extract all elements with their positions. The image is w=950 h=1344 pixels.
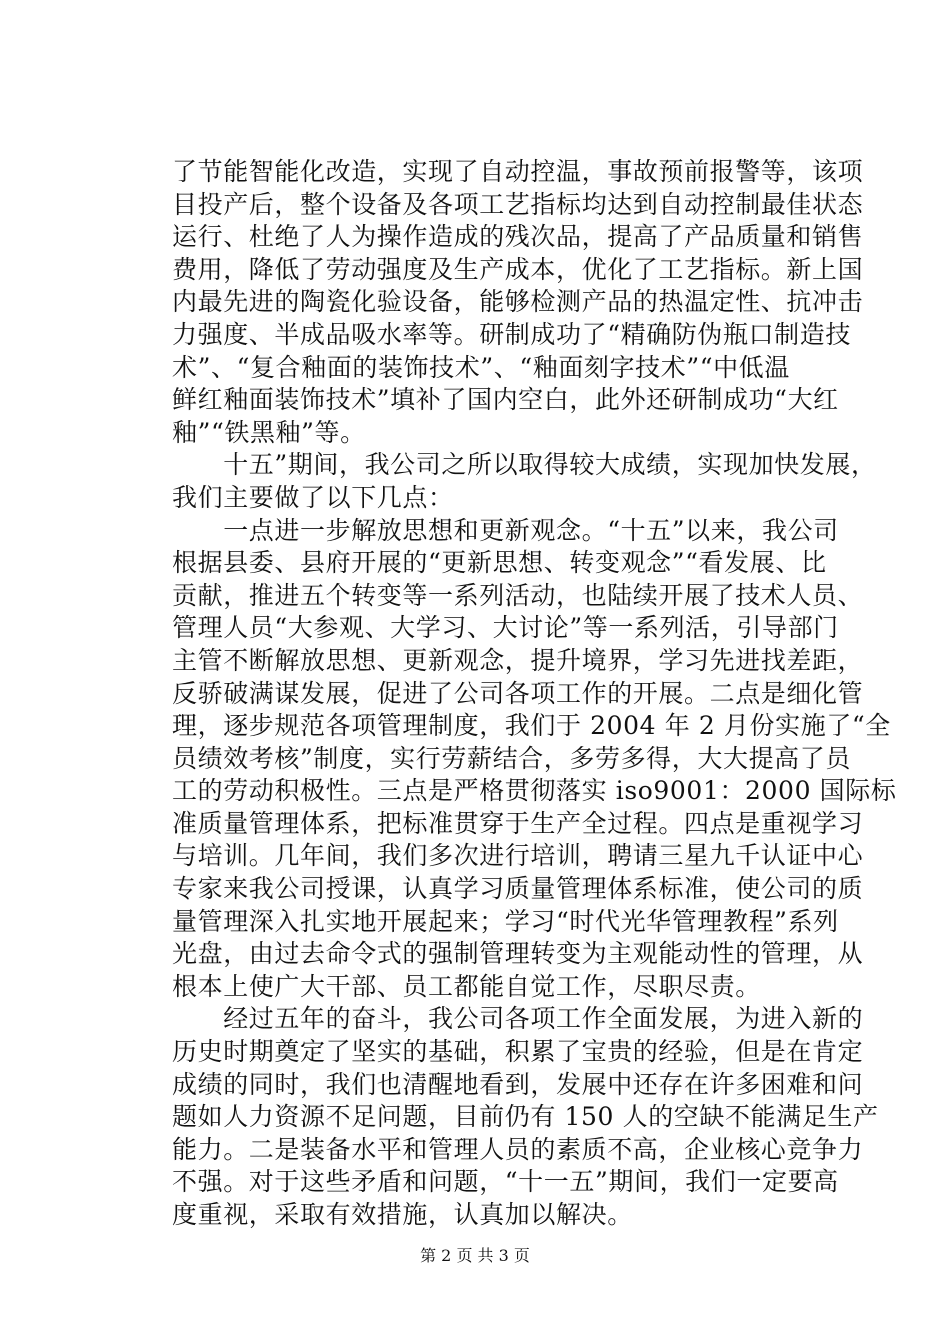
text-line: 反骄破满谋发展，促进了公司各项工作的开展。二点是细化管 (172, 678, 864, 708)
text-line: 釉”“铁黑釉”等。 (172, 417, 366, 447)
text-line: 内最先进的陶瓷化验设备，能够检测产品的热温定性、抗冲击 (172, 287, 864, 317)
text-line: 度重视，采取有效措施，认真加以解决。 (172, 1200, 633, 1229)
text-line: 准质量管理体系，把标准贯穿于生产全过程。四点是重视学习 (172, 808, 864, 838)
text-line: 不强。对于这些矛盾和问题，“十一五”期间，我们一定要高 (172, 1167, 839, 1197)
text-line: 费用，降低了劳动强度及生产成本，优化了工艺指标。新上国 (172, 254, 864, 284)
text-line: 与培训。几年间，我们多次进行培训，聘请三星九千认证中心 (172, 841, 864, 871)
text-line: 能力。二是装备水平和管理人员的素质不高，企业核心竞争力 (172, 1134, 864, 1164)
text-line: 主管不断解放思想、更新观念，提升境界，学习先进找差距， (172, 645, 864, 675)
text-line: 了节能智能化改造，实现了自动控温，事故预前报警等，该项 (172, 157, 864, 186)
text-line: 运行、杜绝了人为操作造成的残次品，提高了产品质量和销售 (172, 222, 864, 252)
text-line: 历史时期奠定了坚实的基础，积累了宝贵的经验，但是在肯定 (172, 1037, 864, 1067)
text-line: 题如人力资源不足问题，目前仍有 150 人的空缺不能满足生产 (172, 1102, 879, 1132)
text-line: 管理人员“大参观、大学习、大讨论”等一系列活，引导部门 (172, 613, 839, 643)
text-line: 工的劳动积极性。三点是严格贯彻落实 iso9001：2000 国际标 (172, 776, 897, 806)
text-line: 理，逐步规范各项管理制度，我们于 2004 年 2 月份实施了“全 (172, 711, 891, 741)
page-footer: 第 2 页 共 3 页 (420, 1246, 530, 1265)
text-line: 力强度、半成品吸水率等。研制成功了“精确防伪瓶口制造技 (172, 319, 851, 349)
text-line: 量管理深入扎实地开展起来；学习“时代光华管理教程”系列 (172, 906, 839, 936)
text-line: 员绩效考核”制度，实行劳薪结合，多劳多得，大大提高了员 (172, 743, 851, 773)
text-line: 根本上使广大干部、员工都能自觉工作，尽职尽责。 (172, 971, 761, 1001)
text-line: 光盘，由过去命令式的强制管理转变为主观能动性的管理，从 (172, 939, 864, 969)
text-line: 专家来我公司授课，认真学习质量管理体系标准，使公司的质 (172, 874, 864, 904)
text-line: 十五”期间，我公司之所以取得较大成绩，实现加快发展， (172, 450, 877, 480)
text-line: 目投产后，整个设备及各项工艺指标均达到自动控制最佳状态 (172, 189, 864, 219)
text-line: 贡献，推进五个转变等一系列活动，也陆续开展了技术人员、 (172, 580, 864, 610)
text-line: 我们主要做了以下几点： (172, 482, 454, 512)
text-line: 成绩的同时，我们也清醒地看到，发展中还存在许多困难和问 (172, 1069, 864, 1099)
text-line: 术”、“复合釉面的装饰技术”、“釉面刻字技术”“中低温 (172, 352, 790, 382)
text-line: 一点进一步解放思想和更新观念。“十五”以来，我公司 (172, 515, 839, 545)
text-line: 根据县委、县府开展的“更新思想、转变观念”“看发展、比 (172, 548, 827, 578)
text-line: 经过五年的奋斗，我公司各项工作全面发展，为进入新的 (172, 1004, 864, 1034)
document-body (172, 156, 897, 1232)
text-line: 鲜红釉面装饰技术”填补了国内空白，此外还研制成功“大红 (172, 385, 839, 415)
